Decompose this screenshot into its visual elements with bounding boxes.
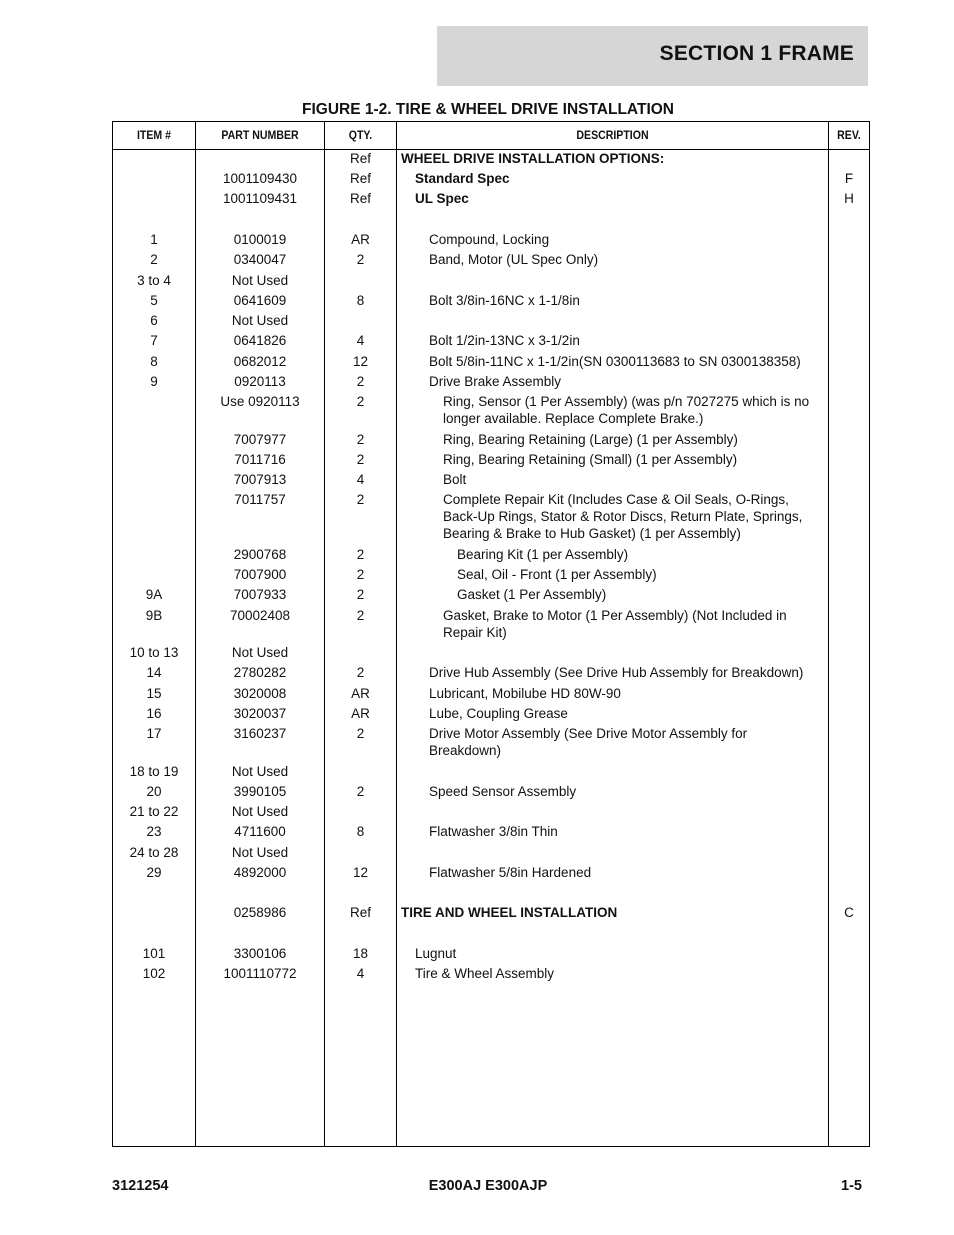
description-cell: Complete Repair Kit (Includes Case & Oil Seals, O-Rings, Back-Up Rings, Stator & Rotor Discs, Return Plate, Springs, Bearing & Brake to Hub Gasket) (1 per Assembly) — [443, 492, 803, 541]
item-number-cell: 2 — [150, 252, 158, 267]
quantity-cell: Ref — [349, 191, 371, 206]
part-number-cell: 0641826 — [233, 333, 287, 348]
item-number-cell: 23 — [146, 824, 162, 839]
revision-cell: H — [844, 191, 854, 206]
table-row — [113, 292, 869, 312]
quantity-cell: Ref — [349, 151, 371, 166]
description-cell: Bolt 1/2in-13NC x 3-1/2in — [429, 333, 580, 348]
quantity-cell: AR — [351, 232, 370, 247]
part-number-cell: Not Used — [231, 645, 289, 660]
description-cell: Drive Hub Assembly (See Drive Hub Assembly for Breakdown) — [429, 665, 804, 680]
quantity-cell: 2 — [356, 492, 365, 507]
description-cell: WHEEL DRIVE INSTALLATION OPTIONS: — [401, 151, 665, 166]
table-row — [113, 170, 869, 190]
table-row — [113, 685, 869, 705]
description-cell: Gasket, Brake to Motor (1 Per Assembly) (Not Included in Repair Kit) — [443, 608, 787, 640]
quantity-cell: 2 — [356, 452, 365, 467]
description-cell: Band, Motor (UL Spec Only) — [429, 252, 599, 267]
quantity-cell: 2 — [356, 547, 365, 562]
description-cell: Ring, Sensor (1 Per Assembly) (was p/n 7027275 which is no longer available. Replace Complete Brake.) — [443, 394, 810, 426]
description-cell: UL Spec — [415, 191, 469, 206]
table-row — [113, 332, 869, 353]
description-cell: TIRE AND WHEEL INSTALLATION — [401, 905, 618, 920]
part-number-cell: 2900768 — [233, 547, 287, 562]
table-row — [113, 664, 869, 685]
table-row — [113, 644, 869, 664]
quantity-cell: 2 — [356, 374, 365, 389]
part-number-cell: 3160237 — [233, 726, 287, 741]
description-cell: Bolt 5/8in-11NC x 1-1/2in(SN 0300113683 to SN 0300138358) — [429, 354, 801, 369]
part-number-cell: 1001109430 — [222, 171, 298, 186]
part-number-cell: Not Used — [231, 804, 289, 819]
table-row — [113, 823, 869, 844]
part-number-cell: 3020008 — [233, 686, 287, 701]
description-cell: Compound, Locking — [429, 232, 550, 247]
item-number-cell: 10 to 13 — [129, 645, 179, 660]
quantity-cell: 8 — [356, 293, 365, 308]
description-cell: Seal, Oil - Front (1 per Assembly) — [457, 567, 657, 582]
header-item: ITEM # — [136, 128, 172, 142]
item-number-cell: 6 — [150, 313, 158, 328]
table-row — [113, 451, 869, 471]
table-row — [113, 471, 869, 491]
item-number-cell: 5 — [150, 293, 158, 308]
description-cell: Ring, Bearing Retaining (Large) (1 per Assembly) — [443, 432, 738, 447]
item-number-cell: 29 — [146, 865, 162, 880]
description-cell: Bolt 3/8in-16NC x 1-1/8in — [429, 293, 580, 308]
description-cell: Flatwasher 3/8in Thin — [429, 824, 558, 839]
item-number-cell: 8 — [150, 354, 158, 369]
header-description: DESCRIPTION — [576, 128, 649, 142]
item-number-cell: 9 — [150, 374, 158, 389]
table-row — [113, 251, 869, 272]
description-cell: Drive Brake Assembly — [429, 374, 562, 389]
part-number-cell: 7011757 — [234, 492, 286, 507]
quantity-cell: 12 — [352, 354, 369, 369]
quantity-cell: 2 — [356, 726, 365, 741]
quantity-cell: 2 — [356, 432, 365, 447]
quantity-cell: Ref — [349, 171, 371, 186]
part-number-cell: 0682012 — [233, 354, 287, 369]
quantity-cell: 18 — [352, 946, 369, 961]
item-number-cell: 20 — [146, 784, 162, 799]
part-number-cell: Use 0920113 — [220, 394, 300, 409]
quantity-cell: 2 — [356, 784, 365, 799]
part-number-cell: Not Used — [231, 764, 289, 779]
section-title: SECTION 1 FRAME — [659, 42, 854, 65]
item-number-cell: 3 to 4 — [137, 273, 171, 288]
quantity-cell: 2 — [356, 665, 365, 680]
table-row — [113, 373, 869, 393]
quantity-cell: 2 — [356, 587, 365, 602]
table-body — [113, 150, 869, 985]
item-number-cell: 24 to 28 — [129, 845, 179, 860]
description-cell: Lubricant, Mobilube HD 80W-90 — [429, 686, 621, 701]
item-number-cell: 102 — [142, 966, 166, 981]
description-cell: Lugnut — [415, 946, 457, 961]
part-number-cell: 7007977 — [233, 432, 287, 447]
quantity-cell: AR — [351, 686, 370, 701]
item-number-cell: 7 — [150, 333, 158, 348]
description-cell: Bolt — [443, 472, 467, 487]
table-row — [113, 945, 869, 965]
table-row — [113, 586, 869, 607]
part-number-cell: 0920113 — [234, 374, 286, 389]
description-cell: Flatwasher 5/8in Hardened — [429, 865, 592, 880]
description-cell: Ring, Bearing Retaining (Small) (1 per Assembly) — [443, 452, 738, 467]
table-row — [113, 763, 869, 783]
description-cell: Bearing Kit (1 per Assembly) — [457, 547, 629, 562]
table-row — [113, 965, 869, 985]
table-row — [113, 803, 869, 823]
table-row — [113, 312, 869, 332]
table-row — [113, 844, 869, 864]
description-cell: Gasket (1 Per Assembly) — [457, 587, 607, 602]
item-number-cell: 9B — [145, 608, 163, 623]
part-number-cell: 70002408 — [229, 608, 291, 623]
quantity-cell: 4 — [356, 966, 365, 981]
quantity-cell: 2 — [356, 394, 365, 409]
quantity-cell: 4 — [356, 472, 365, 487]
table-row — [113, 272, 869, 292]
table-row — [113, 725, 869, 763]
item-number-cell: 15 — [146, 686, 162, 701]
quantity-cell: 4 — [356, 333, 365, 348]
part-number-cell: Not Used — [231, 273, 289, 288]
table-row — [113, 231, 869, 251]
item-number-cell: 14 — [146, 665, 162, 680]
part-number-cell: 3020037 — [233, 706, 287, 721]
part-number-cell: 0258986 — [233, 905, 287, 920]
table-row — [113, 607, 869, 644]
description-cell: Drive Motor Assembly (See Drive Motor Assembly for Breakdown) — [429, 726, 748, 758]
table-row — [113, 566, 869, 586]
table-row — [113, 783, 869, 803]
table-row — [113, 190, 869, 231]
header-rev: REV. — [837, 128, 861, 142]
part-number-cell: 0100019 — [233, 232, 287, 247]
table-row — [113, 904, 869, 945]
parts-table — [112, 121, 870, 1147]
item-number-cell: 101 — [142, 946, 166, 961]
part-number-cell: 0641609 — [233, 293, 287, 308]
part-number-cell: Not Used — [231, 845, 289, 860]
table-row — [113, 705, 869, 725]
footer-page-number: 1-5 — [841, 1178, 862, 1194]
part-number-cell: 7007933 — [233, 587, 287, 602]
figure-title: FIGURE 1-2. TIRE & WHEEL DRIVE INSTALLATION — [301, 101, 674, 118]
quantity-cell: 2 — [356, 608, 365, 623]
item-number-cell: 1 — [150, 232, 158, 247]
part-number-cell: 2780282 — [233, 665, 287, 680]
part-number-cell: 7007913 — [233, 472, 287, 487]
part-number-cell: 3990105 — [233, 784, 287, 799]
quantity-cell: AR — [351, 706, 370, 721]
quantity-cell: 12 — [352, 865, 369, 880]
description-cell: Standard Spec — [415, 171, 510, 186]
table-row — [113, 393, 869, 431]
part-number-cell: 4711600 — [234, 824, 286, 839]
quantity-cell: 2 — [356, 567, 365, 582]
footer-model: E300AJ E300AJP — [428, 1178, 548, 1194]
quantity-cell: 8 — [356, 824, 365, 839]
part-number-cell: Not Used — [231, 313, 289, 328]
table-row — [113, 864, 869, 904]
table-row — [113, 431, 869, 451]
item-number-cell: 16 — [146, 706, 162, 721]
part-number-cell: 0340047 — [233, 252, 287, 267]
part-number-cell: 4892000 — [233, 865, 287, 880]
section-header-box — [437, 26, 868, 86]
item-number-cell: 9A — [145, 587, 163, 602]
header-part-number: PART NUMBER — [221, 128, 299, 142]
quantity-cell: Ref — [349, 905, 371, 920]
table-row — [113, 353, 869, 373]
table-row — [113, 546, 869, 566]
footer-doc-number: 3121254 — [112, 1178, 169, 1194]
item-number-cell: 21 to 22 — [129, 804, 179, 819]
table-row — [113, 150, 869, 170]
part-number-cell: 3300106 — [233, 946, 287, 961]
revision-cell: F — [844, 171, 854, 186]
part-number-cell: 1001109431 — [222, 191, 298, 206]
part-number-cell: 7007900 — [233, 567, 287, 582]
quantity-cell: 2 — [356, 252, 365, 267]
header-qty: QTY. — [348, 128, 373, 142]
description-cell: Lube, Coupling Grease — [429, 706, 568, 721]
item-number-cell: 17 — [146, 726, 162, 741]
description-cell: Tire & Wheel Assembly — [415, 966, 555, 981]
table-row — [113, 491, 869, 546]
description-cell: Speed Sensor Assembly — [429, 784, 577, 799]
part-number-cell: 1001110772 — [223, 966, 297, 981]
part-number-cell: 7011716 — [234, 452, 286, 467]
item-number-cell: 18 to 19 — [129, 764, 179, 779]
revision-cell: C — [844, 905, 854, 920]
